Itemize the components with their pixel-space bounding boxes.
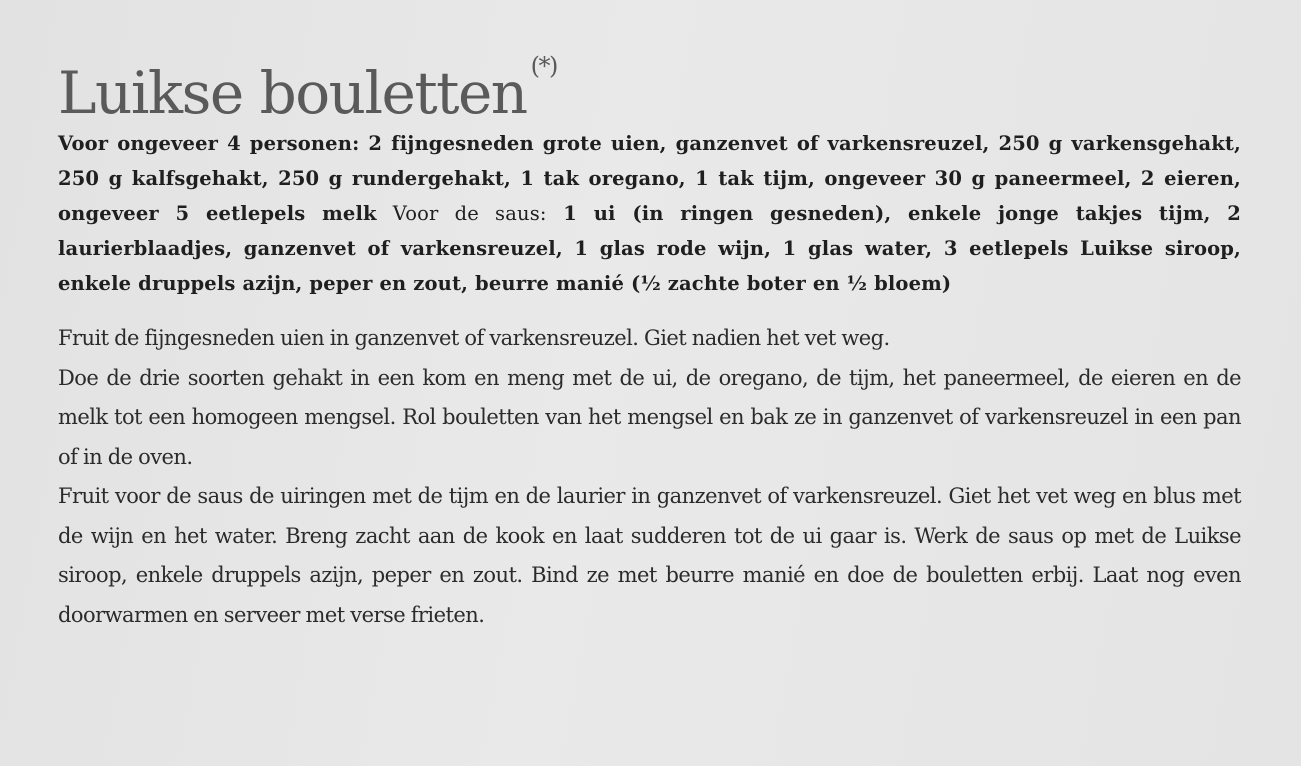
ingredients-sauce: 1 ui (in ringen gesneden), enkele jonge takjes tijm, 2 laurierblaadjes, ganzenvet of varkensreuzel, 1 glas rode wijn, 1 glas water, 3 eetlepels Luikse siroop, enkele druppels azijn, peper en zout, beurre manié (½ zachte boter en ½ bloem) (58, 202, 1241, 295)
ingredients-list (58, 126, 1241, 301)
method-step: Doe de drie soorten gehakt in een kom en meng met de ui, de oregano, de tijm, het paneermeel, de eieren en de melk tot een homogeen mengsel. Rol bouletten van het mengsel en bak ze in ganzenvet of varkensreuzel in een pan of in de oven. (58, 365, 1241, 469)
method-step: Fruit voor de saus de uiringen met de tijm en de laurier in ganzenvet of varkensreuzel. Giet het vet weg en blus met de wijn en het water. Breng zacht aan de kook en laat sudderen tot de ui gaar is. Werk de saus op met de Luikse siroop, enkele druppels azijn, peper en zout. Bind ze met beurre manié en doe de bouletten erbij. Laat nog even doorwarmen en serveer met verse frieten. (58, 484, 1241, 627)
recipe-title (58, 38, 1241, 126)
method-section (58, 319, 1241, 635)
footnote-mark: (*) (530, 52, 557, 80)
ingredients-main: Voor ongeveer 4 personen: 2 fijngesneden grote uien, ganzenvet of varkensreuzel, 250 g varkensgehakt, 250 g kalfsgehakt, 250 g rundergehakt, 1 tak oregano, 1 tak tijm, ongeveer 30 g paneermeel, 2 eieren, ongeveer 5 eetlepels melk (58, 132, 1241, 225)
recipe-title-text: Luikse bouletten (58, 59, 527, 127)
method-step: Fruit de fijngesneden uien in ganzenvet of varkensreuzel. Giet nadien het vet weg. (58, 326, 890, 350)
sauce-label: Voor de saus: (376, 202, 547, 225)
